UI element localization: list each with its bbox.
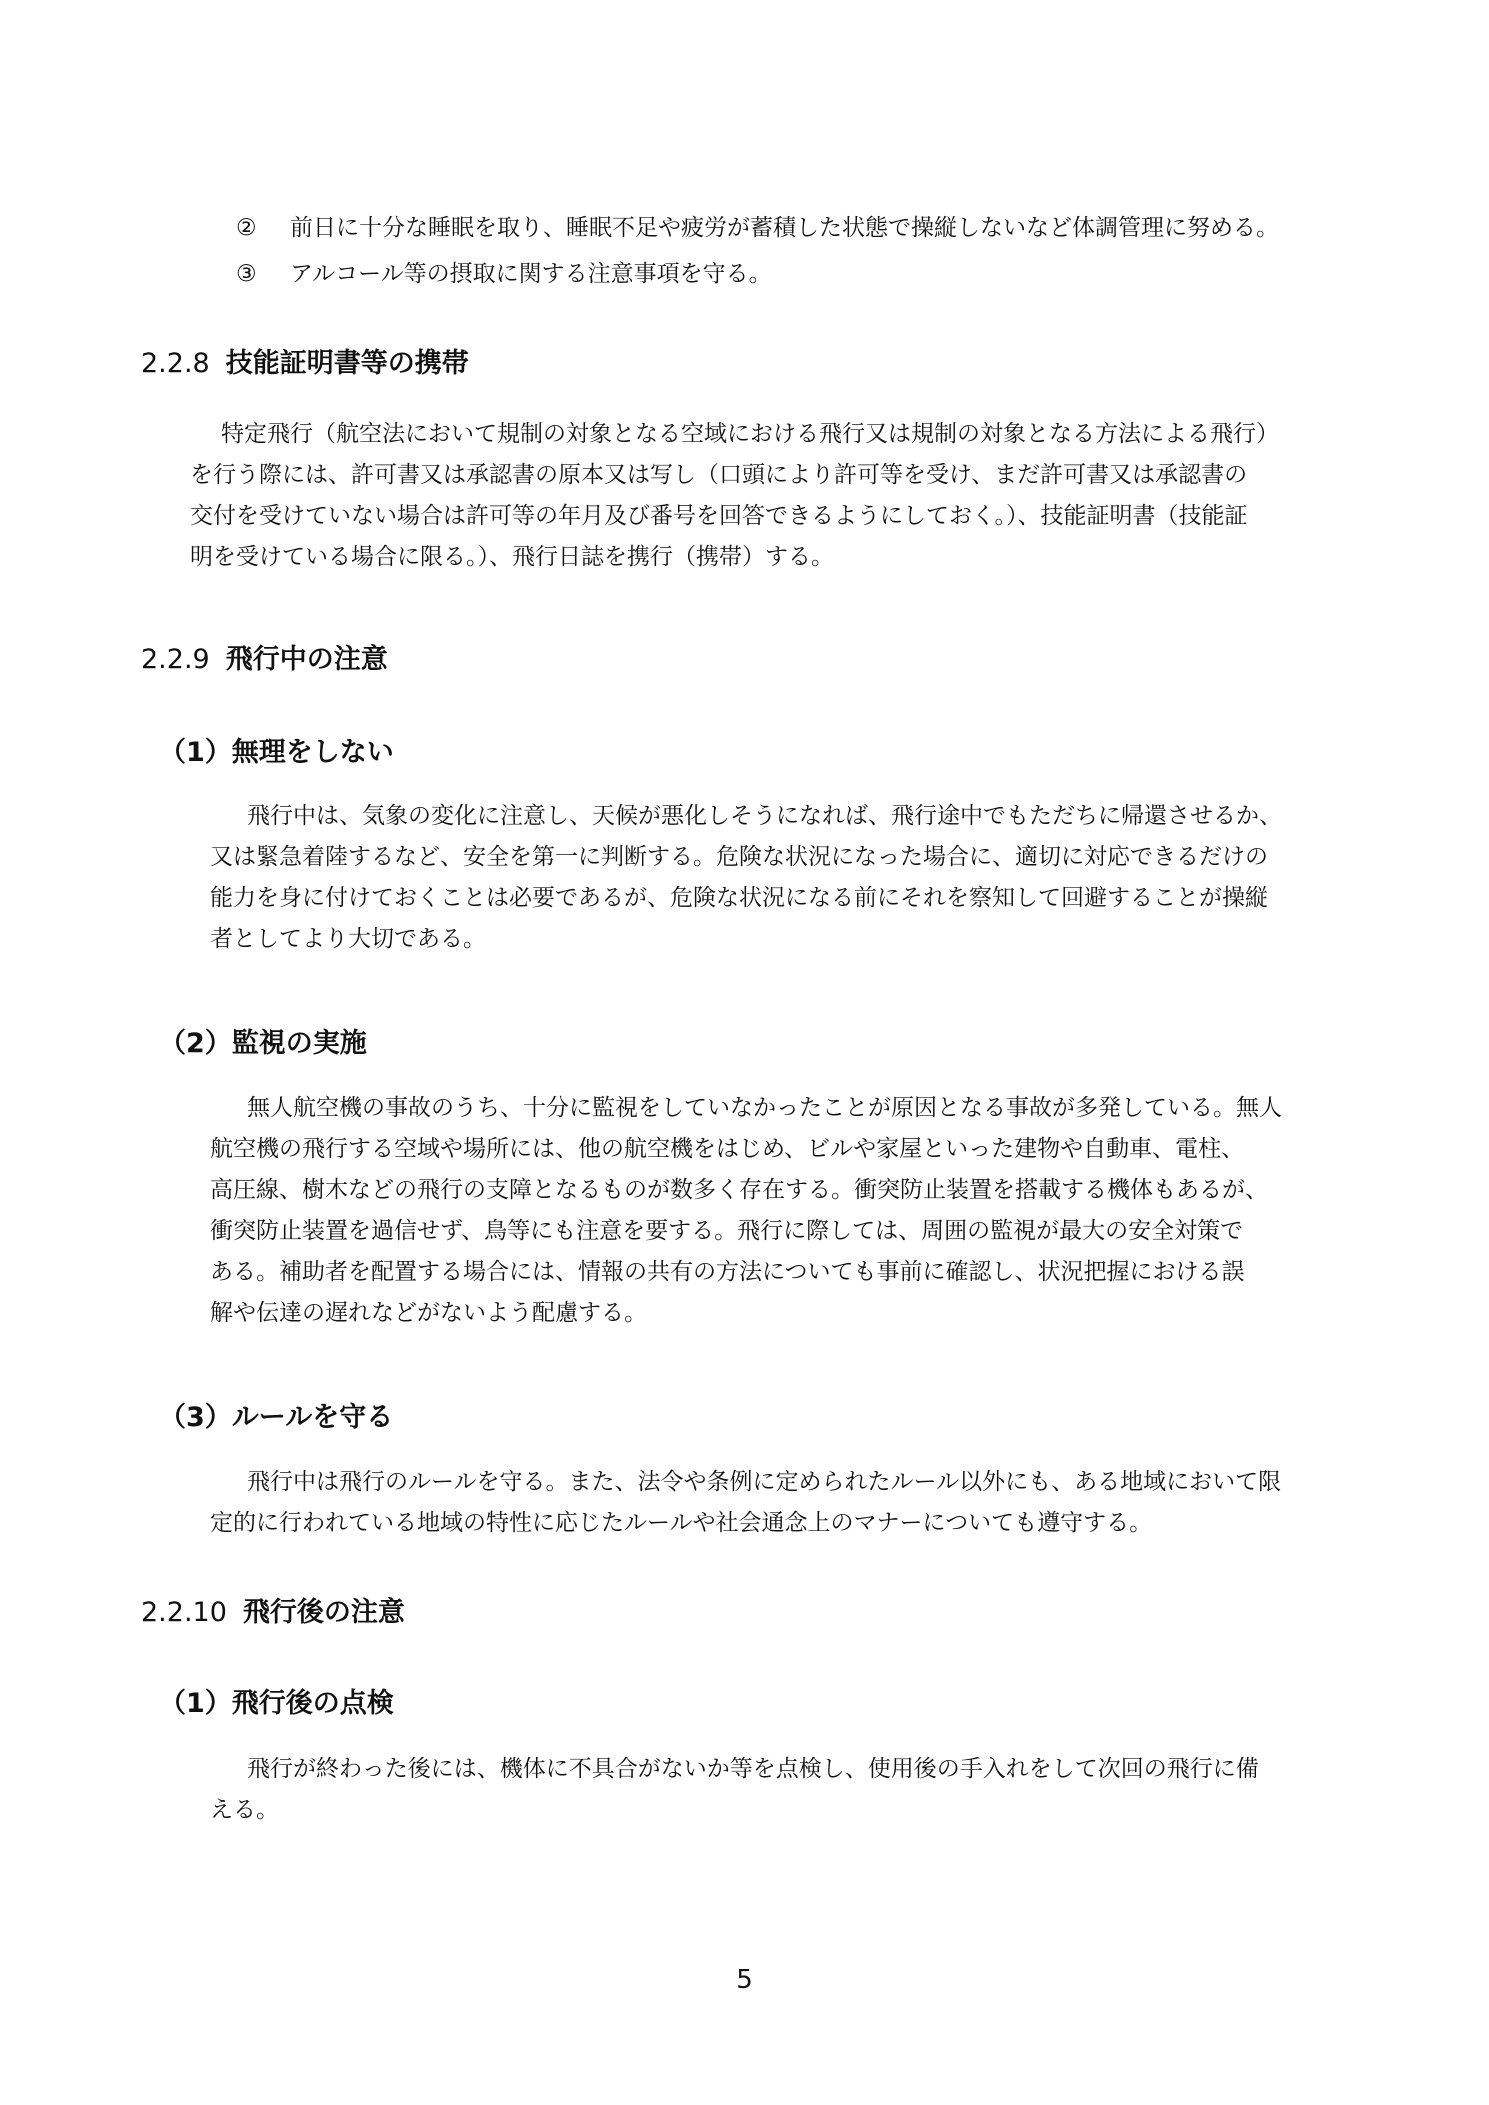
section-number: 2.2.8 [141, 348, 210, 379]
section-title: 飛行中の注意 [225, 644, 388, 675]
page-number: 5 [736, 1965, 753, 1995]
list-text: 前日に十分な睡眠を取り、睡眠不足や疲労が蓄積した状態で操縦しないなど体調管理に努める。 [290, 215, 1279, 241]
paragraph-no-overdoing [210, 796, 1370, 960]
section-title: 技能証明書等の携帯 [225, 348, 469, 379]
paragraph-line: える。 [210, 1797, 279, 1823]
paragraph-line: 能力を身に付けておくことは必要であるが、危険な状況になる前にそれを察知して回避することが操縦 [210, 885, 1268, 911]
paragraph-line: 飛行中は飛行のルールを守る。また、法令や条例に定められたルール以外にも、ある地域において限 [247, 1469, 1282, 1495]
section-title: 飛行後の注意 [242, 1597, 405, 1628]
paragraph-line: 飛行が終わった後には、機体に不具合がないか等を点検し、使用後の手入れをして次回の飛行に備 [247, 1756, 1259, 1782]
list-item [236, 254, 772, 294]
paragraph-line: 特定飛行（航空法において規制の対象となる空域における飛行又は規制の対象となる方法による飛行） [221, 421, 1279, 447]
paragraph-line: ある。補助者を配置する場合には、情報の共有の方法についても事前に確認し、状況把握における誤 [210, 1259, 1245, 1285]
paragraph-follow-rules [210, 1462, 1370, 1544]
paragraph-line: 無人航空機の事故のうち、十分に監視をしていなかったことが原因となる事故が多発している。無人 [247, 1095, 1282, 1121]
subsection-heading-follow-rules: （3）ルールを守る [159, 1402, 394, 1433]
paragraph-post-flight-check [210, 1749, 1370, 1831]
section-heading-2-2-8 [141, 342, 469, 386]
subsection-heading-no-overdoing: （1）無理をしない [159, 737, 394, 768]
section-number: 2.2.10 [141, 1597, 227, 1628]
paragraph-monitoring [210, 1088, 1370, 1334]
subsection-heading-post-flight-check: （1）飛行後の点検 [159, 1688, 394, 1719]
list-text: アルコール等の摂取に関する注意事項を守る。 [290, 261, 772, 287]
section-number: 2.2.9 [141, 644, 210, 675]
paragraph-certificate [190, 414, 1365, 578]
paragraph-line: 解や伝達の遅れなどがないよう配慮する。 [210, 1300, 647, 1326]
paragraph-line: 高圧線、樹木などの飛行の支障となるものが数多く存在する。衝突防止装置を搭載する機体もあるが、 [210, 1177, 1268, 1203]
list-number: ② [236, 215, 257, 241]
paragraph-line: 交付を受けていない場合は許可等の年月及び番号を回答できるようにしておく。）、技能証明書（技能証 [190, 503, 1248, 529]
section-heading-2-2-10 [141, 1591, 405, 1635]
list-item [236, 208, 1279, 248]
subsection-heading-monitoring: （2）監視の実施 [159, 1028, 367, 1059]
list-number: ③ [236, 261, 257, 287]
paragraph-line: を行う際には、許可書又は承認書の原本又は写し（口頭により許可等を受け、まだ許可書又は承認書の [190, 462, 1248, 488]
paragraph-line: 衝突防止装置を過信せず、鳥等にも注意を要する。飛行に際しては、周囲の監視が最大の安全対策で [210, 1218, 1244, 1244]
paragraph-line: 定的に行われている地域の特性に応じたルールや社会通念上のマナーについても遵守する。 [210, 1510, 1153, 1536]
paragraph-line: 者としてより大切である。 [210, 926, 486, 952]
paragraph-line: 明を受けている場合に限る。）、飛行日誌を携行（携帯）する。 [190, 544, 834, 570]
paragraph-line: 飛行中は、気象の変化に注意し、天候が悪化しそうになれば、飛行途中でもただちに帰還させるか、 [247, 803, 1282, 829]
paragraph-line: 又は緊急着陸するなど、安全を第一に判断する。危険な状況になった場合に、適切に対応できるだけの [210, 844, 1268, 870]
paragraph-line: 航空機の飛行する空域や場所には、他の航空機をはじめ、ビルや家屋といった建物や自動車、電柱、 [210, 1136, 1245, 1162]
section-heading-2-2-9 [141, 638, 388, 682]
